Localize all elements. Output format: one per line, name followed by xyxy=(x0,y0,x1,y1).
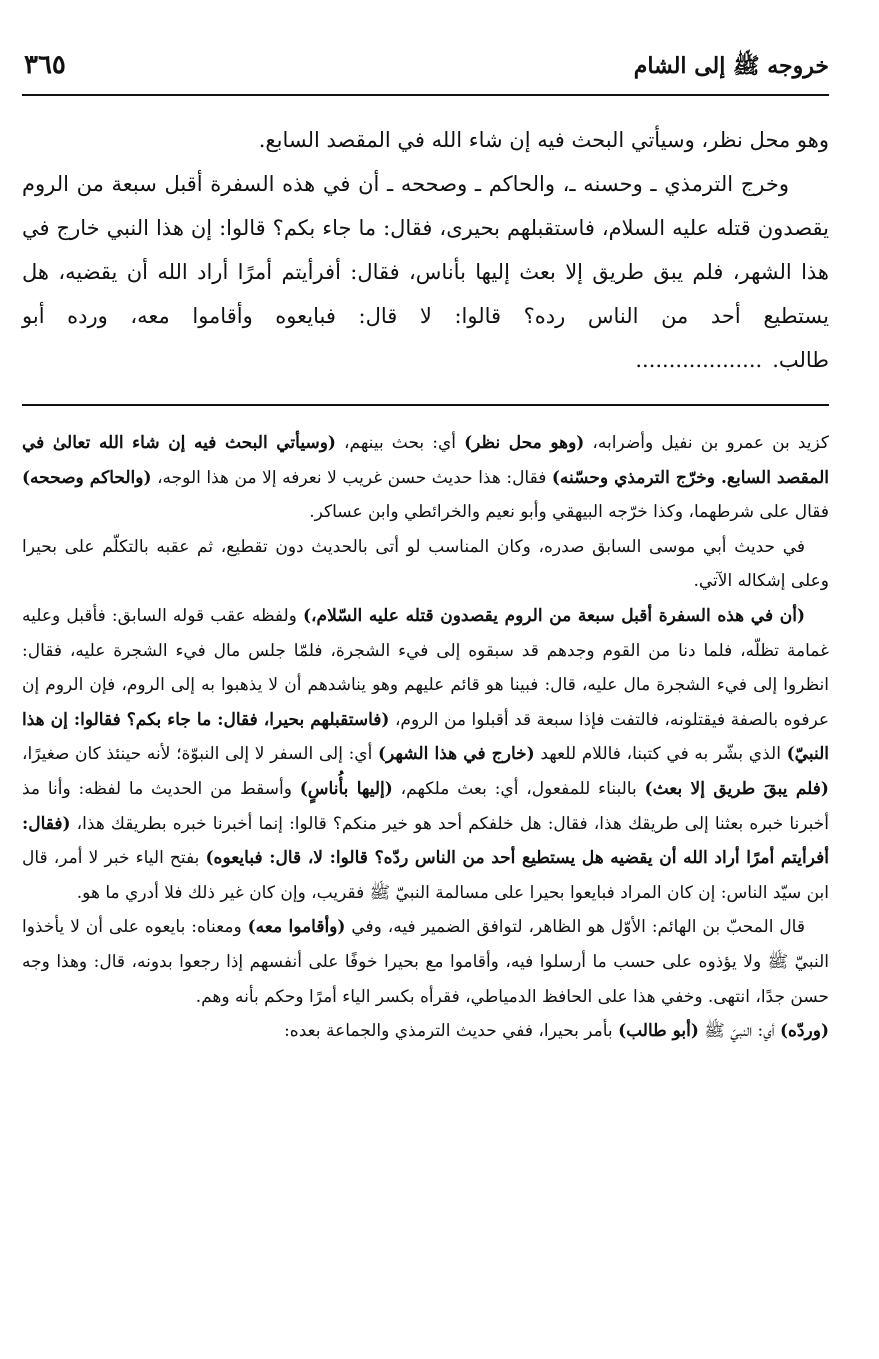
ellipsis-dots: ................... xyxy=(635,348,763,372)
text-run: وأسقط من الحديث ما لفظه: وأنا مذ أخبرنا خبره بعثنا إلى طريقك هذا، فقال: هل خلفكم أحد هو خير منكم؟ قالوا: إنما أخبرنا خبره بطريقك هذا، xyxy=(22,778,829,834)
bold-quote-run: (إليها بأُناسٍ) xyxy=(299,778,393,799)
text-run: فقال على شرطهما، وكذا خرّجه البيهقي وأبو نعيم والخرائطي وابن عساكر. xyxy=(309,502,829,523)
bold-quote-run: (وسيأتي البحث فيه إن شاء الله تعالىٰ في المقصد السابع. وخرّج الترمذي وحسّنه) xyxy=(22,433,829,488)
text-run: بفتح الياء خبر لا أمر، قال ابن سيّد الناس: إن كان المراد فبايعوا بحيرا على مسالمة النبيّ ﷺ فقريب، وإن كان غير ذلك فلا أدري ما هو. xyxy=(22,848,829,903)
bold-quote-run: (أن في هذه السفرة أقبل سبعة من الروم يقصدون قتله عليه السّلام،) xyxy=(303,605,805,626)
bold-quote-run: (فقال: أفرأيتم أمرًا أراد الله أن يقضيه هل يستطيع أحد من الناس ردّه؟ قالوا: لا، قال: فبايعوه) xyxy=(22,813,829,869)
text-run: ومعناه: بايعوه على أن لا يأخذوا النبيّ ﷺ ولا يؤذوه على حسب ما أرسلوا فيه، وأقاموا مع بحيرا خوفًا على أنفسهم إذا رجعوا بدونه، قال: وهذا وجه حسن جدًا، انتهى. وخفي هذا على الحافظ الدمياطي، فقرأه بكسر الياء أمرًا وحكم بأنه وهم. xyxy=(22,917,829,1007)
chapter-title: خروجه ﷺ إلى الشام xyxy=(633,53,829,79)
bold-quote-run: (فاستقبلهم بحيرا، فقال: ما جاء بكم؟ فقالوا: إن هذا النبيّ) xyxy=(22,709,829,765)
book-page xyxy=(22,50,829,1359)
bold-quote-run: (فلم يبقَ طريق إلا بعث) xyxy=(644,778,829,799)
footnote-separator xyxy=(22,404,829,406)
bold-quote-run: (أبو طالب) xyxy=(618,1021,699,1042)
main-paragraph-1 xyxy=(22,118,829,162)
main-paragraph-1-text: وهو محل نظر، وسيأتي البحث فيه إن شاء الله في المقصد السابع. xyxy=(258,128,829,152)
text-run: أي: إلى السفر لا إلى النبوّة؛ لأنه حينئذ كان صغيرًا، xyxy=(22,744,378,765)
commentary xyxy=(22,426,829,1049)
text-run: قال المحبّ بن الهائم: الأوّل هو الظاهر، لتوافق الضمير فيه، وفي xyxy=(345,917,805,938)
page-number: ٣٦٥ xyxy=(24,50,66,80)
main-paragraph-2 xyxy=(22,162,829,382)
text-run: فقال: هذا حديث حسن غريب لا نعرفه إلا من هذا الوجه، xyxy=(151,467,552,488)
bold-quote-run: (وهو محل نظر) xyxy=(464,433,585,453)
main-text xyxy=(22,118,829,382)
commentary-paragraph-2 xyxy=(22,530,829,599)
running-head xyxy=(22,50,829,96)
bold-quote-run: (وردّه) xyxy=(780,1021,829,1042)
text-run: أي: النبيّ ﷺ xyxy=(698,1021,781,1042)
text-run: بالبناء للمفعول، أي: بعث ملكهم، xyxy=(392,778,645,799)
text-run: بأمر بحيرا، ففي حديث الترمذي والجماعة بعده: xyxy=(284,1021,619,1042)
bold-quote-run: (والحاكم وصححه) xyxy=(22,467,152,488)
commentary-paragraph-5 xyxy=(22,1014,829,1049)
text-run: ولفظه عقب قوله السابق: فأقبل وعليه غمامة تظلّه، فلما دنا من القوم وجدهم قد سبقوه إلى فيء الشجرة، فلمّا جلس مال فيء الشجرة عليه، فقال: انظروا إلى فيء الشجرة مال عليه، قال: فبينا هو قائم عليهم وهو يناشدهم أن لا يذهبوا به إلى الروم، فإن الروم إن عرفوه بالصفة فيقتلونه، فالتفت فإذا سبعة قد أقبلوا من الروم، xyxy=(22,605,829,730)
bold-quote-run: (وأقاموا معه) xyxy=(247,917,346,938)
commentary-paragraph-4 xyxy=(22,910,829,1014)
commentary-paragraph-1 xyxy=(22,426,829,530)
text-run: الذي بشّر به في كتبنا، فاللام للعهد xyxy=(534,744,787,765)
text-run: أي: بحث بينهم، xyxy=(335,433,465,453)
main-paragraph-2-text: وخرج الترمذي ـ وحسنه ـ، والحاكم ـ وصححه ـ أن في هذه السفرة أقبل سبعة من الروم يقصدون قتله عليه السلام، فاستقبلهم بحيرى، فقال: ما جاء بكم؟ قالوا: إن هذا النبي خارج في هذا الشهر، فلم يبق طريق إلا بعث إليها بأناس، فقال: أفرأيتم أمرًا أراد الله أن يقضيه، هل يستطيع أحد من الناس رده؟ قالوا: لا قال: فبايعوه وأقاموا معه، ورده أبو طالب. xyxy=(22,172,829,372)
bold-quote-run: (خارج في هذا الشهر) xyxy=(378,744,535,765)
commentary-paragraph-3 xyxy=(22,599,829,910)
text-run: في حديث أبي موسى السابق صدره، وكان المناسب لو أتى بالحديث دون تقطيع، ثم عقبه بالتكلّم على بحيرا وعلى إشكاله الآتي. xyxy=(22,536,829,592)
text-run: كزيد بن عمرو بن نفيل وأضرابه، xyxy=(584,433,829,453)
